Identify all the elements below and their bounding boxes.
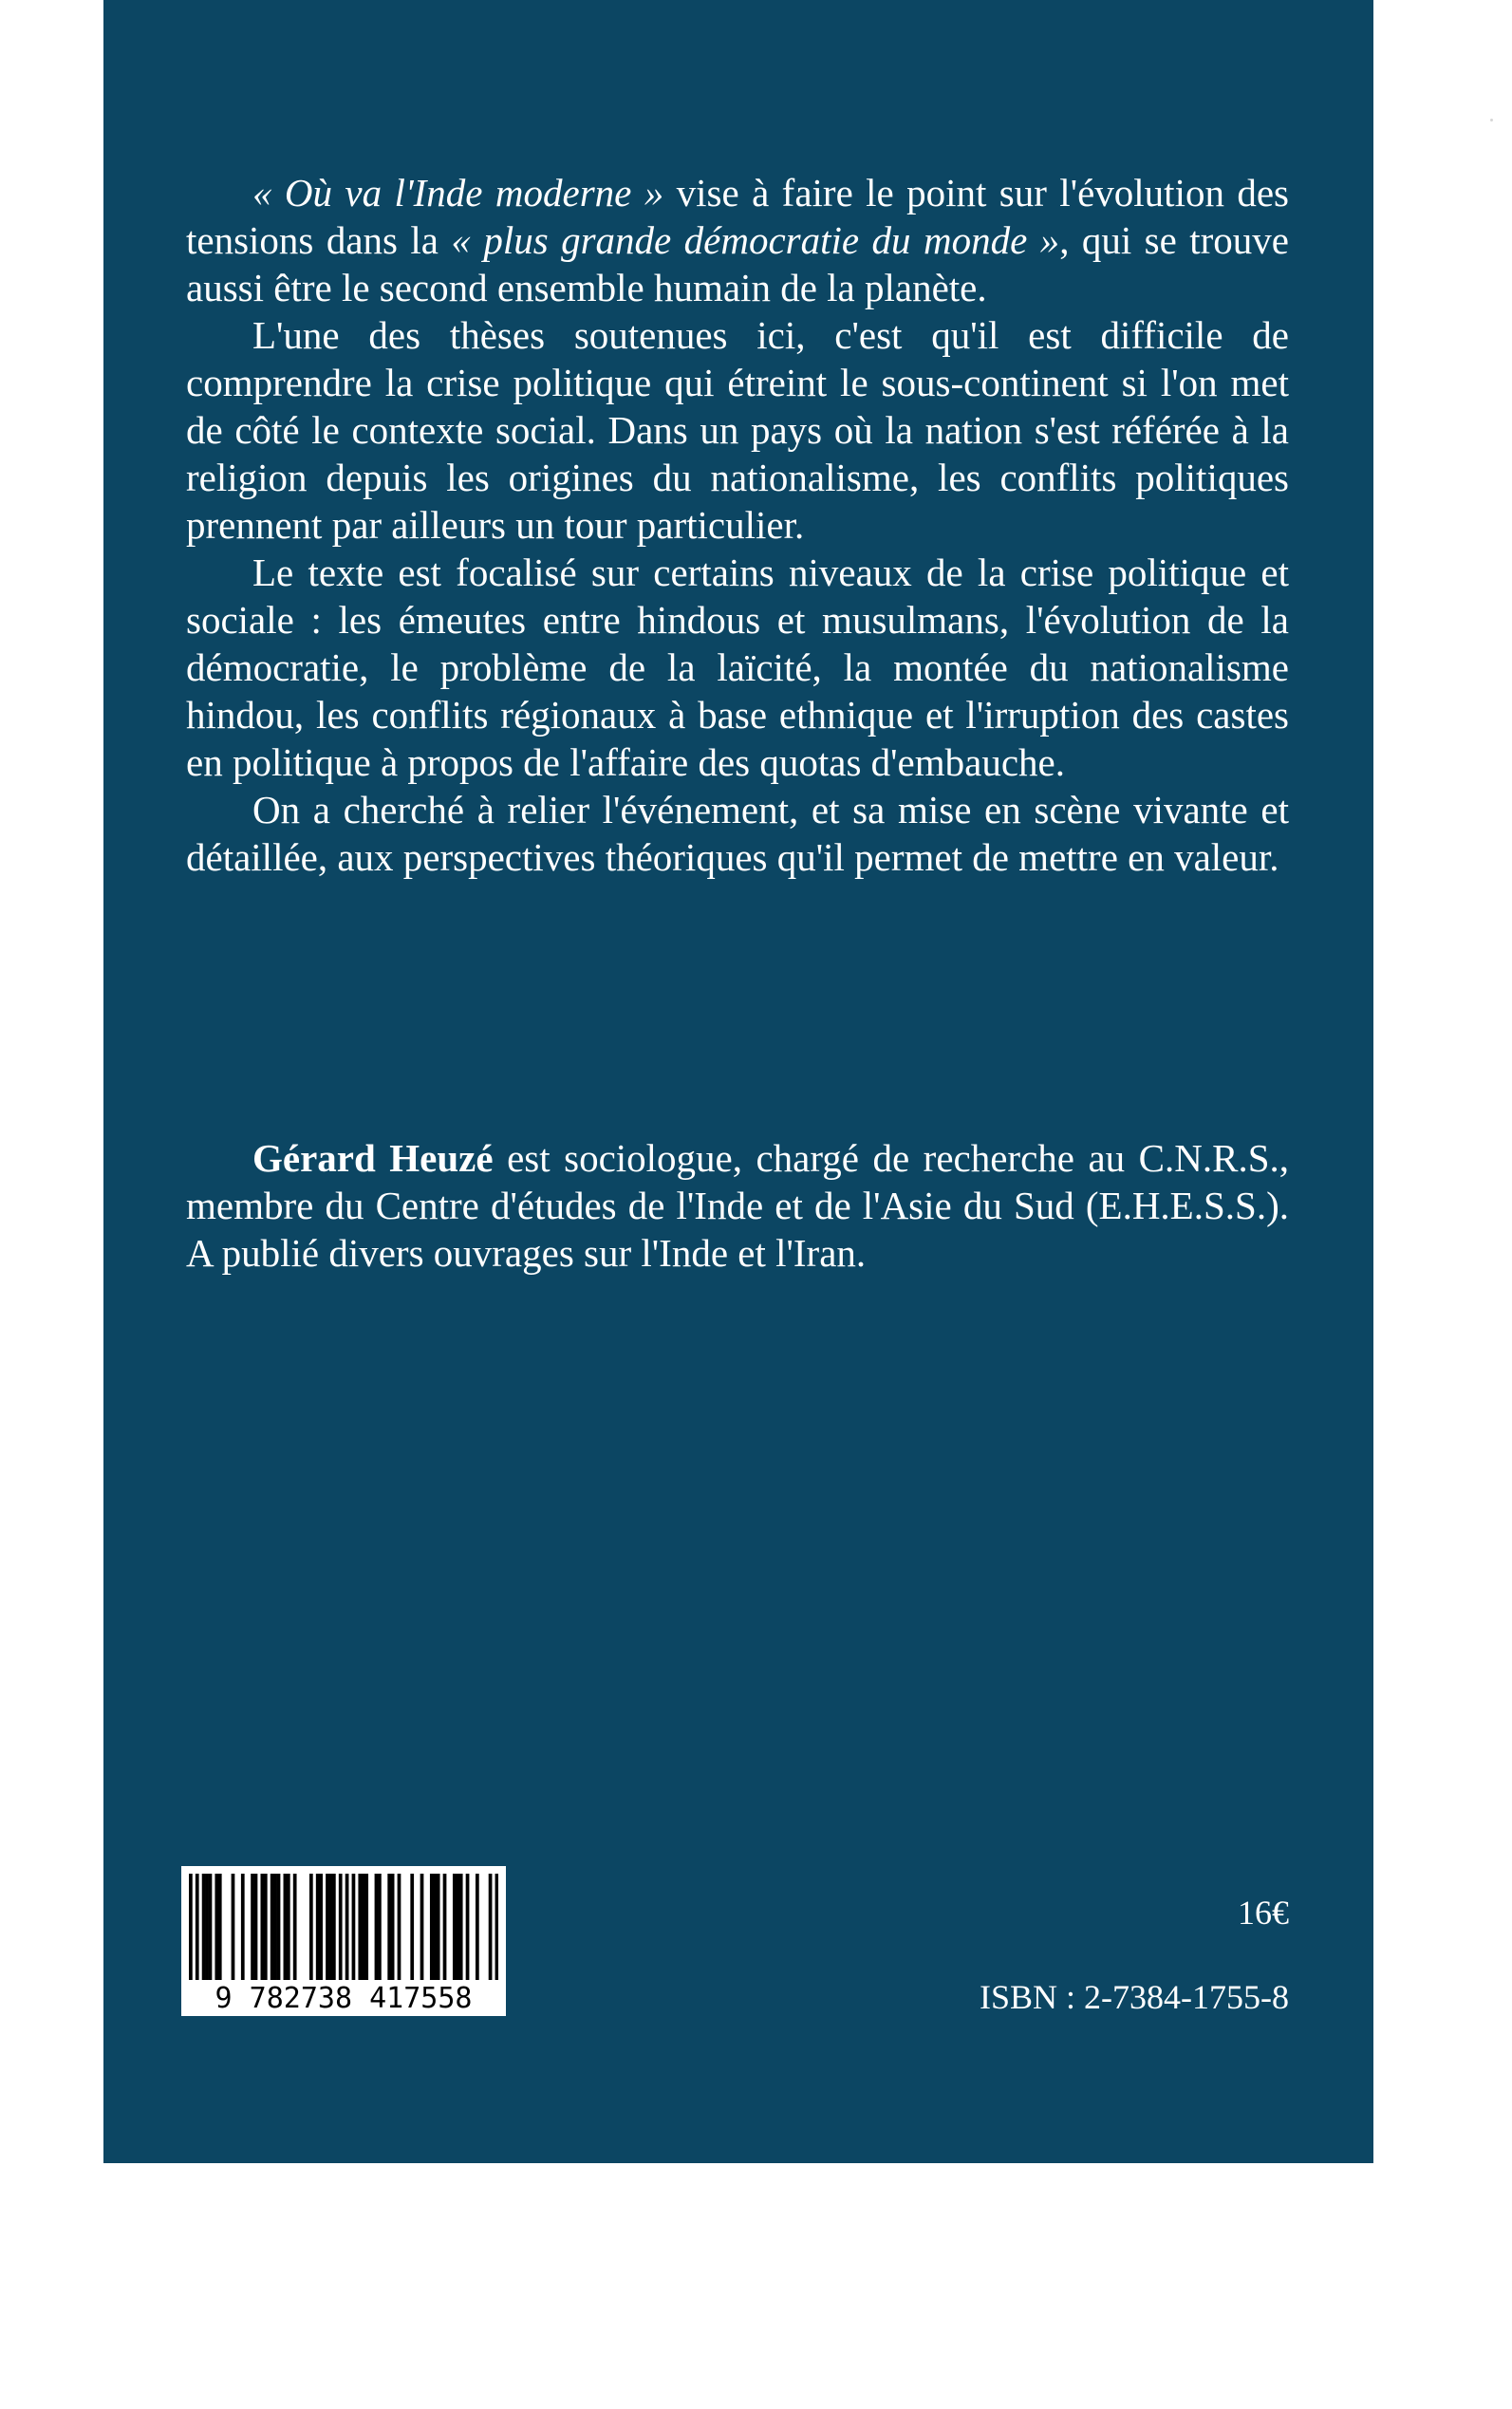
- isbn-barcode: [181, 1866, 506, 2016]
- barcode-bar: [495, 1874, 498, 1980]
- barcode-bar: [264, 1874, 268, 1980]
- barcode-bar: [205, 1874, 209, 1980]
- barcode-bar: [339, 1874, 343, 1980]
- barcode-bar: [218, 1874, 222, 1980]
- book-title-quote: « Où va l'Inde moderne »: [252, 171, 664, 215]
- barcode-bar: [456, 1874, 459, 1980]
- barcode-bar: [273, 1874, 277, 1980]
- barcode-bar: [378, 1874, 382, 1980]
- barcode-bar: [260, 1874, 264, 1980]
- barcode-bar: [271, 1874, 274, 1980]
- barcode-bar: [329, 1874, 333, 1980]
- barcode-bar: [251, 1874, 254, 1980]
- barcode-bar: [254, 1874, 258, 1980]
- barcode-bar: [398, 1874, 401, 1980]
- barcode-bar: [215, 1874, 218, 1980]
- barcode-bar: [453, 1874, 457, 1980]
- barcode-bar: [437, 1874, 440, 1980]
- barcode-bar: [391, 1874, 395, 1980]
- barcode-bar: [316, 1874, 320, 1980]
- barcode-bar: [309, 1874, 313, 1980]
- barcode-bar: [476, 1874, 479, 1980]
- barcode-bar: [287, 1874, 290, 1980]
- back-cover-blurb: [186, 169, 1289, 881]
- back-cover: [103, 0, 1373, 2163]
- barcode-bar: [241, 1874, 245, 1980]
- barcode-bar: [466, 1874, 470, 1980]
- blurb-paragraph-2: L'une des thèses soutenues ici, c'est qu'il est difficile de comprendre la crise politique qui étreint le sous-continent si l'on met de côté le contexte social. Dans un pays où la nation s'est référée à la religion depuis les origines du nationalisme, les conflits politiques prennent par ailleurs un tour particulier.: [186, 313, 1289, 547]
- barcode-bar: [358, 1874, 362, 1980]
- barcode-bar: [443, 1874, 447, 1980]
- barcode-bar: [430, 1874, 434, 1980]
- barcode-digits: 9 782738 417558: [215, 1982, 473, 2015]
- barcode-bar: [364, 1874, 368, 1980]
- author-bio: [186, 1134, 1289, 1277]
- barcode-bar: [459, 1874, 463, 1980]
- barcode-bar: [209, 1874, 213, 1980]
- barcode-bar: [352, 1874, 356, 1980]
- barcode-bar: [284, 1874, 288, 1980]
- blurb-paragraph-4: On a cherché à relier l'événement, et sa mise en scène vivante et détaillée, aux perspectives théoriques qu'il permet de mettre en valeur.: [186, 788, 1289, 879]
- barcode-bar: [202, 1874, 206, 1980]
- barcode-bars: [189, 1874, 498, 1980]
- barcode-bar: [277, 1874, 281, 1980]
- scan-speck: [1490, 119, 1493, 121]
- blurb-paragraph-1: « Où va l'Inde moderne » vise à faire le point sur l'évolution des tensions dans la « plus grande démocratie du monde », qui se trouve aussi être le second ensemble humain de la planète.: [186, 171, 1290, 309]
- barcode-bar: [293, 1874, 297, 1980]
- price: 16€: [1238, 1894, 1289, 1932]
- barcode-bar: [433, 1874, 437, 1980]
- barcode-bar: [420, 1874, 424, 1980]
- barcode-bar: [319, 1874, 323, 1980]
- barcode-bar: [189, 1874, 193, 1980]
- barcode-bar: [489, 1874, 493, 1980]
- barcode-bar: [332, 1874, 336, 1980]
- blurb-paragraph-3: Le texte est focalisé sur certains niveaux de la crise politique et sociale : les émeutes entre hindous et musulmans, l'évolution de la démocratie, le problème de la laïcité, la montée du nationalisme hindou, les conflits régionaux à base ethnique et l'irruption des castes en politique à propos de l'affaire des quotas d'embauche.: [186, 551, 1289, 784]
- author-bio-text: est sociologue, chargé de recherche au C.N.R.S., membre du Centre d'études de l'Inde et de l'Asie du Sud (E.H.E.S.S.). A publié divers ouvrages sur l'Inde et l'Iran.: [186, 1136, 1290, 1275]
- barcode-bar: [196, 1874, 199, 1980]
- barcode-bar: [326, 1874, 329, 1980]
- barcode-bar: [232, 1874, 235, 1980]
- barcode-bar: [387, 1874, 391, 1980]
- barcode-bar: [375, 1874, 379, 1980]
- author-name: Gérard Heuzé: [252, 1136, 494, 1180]
- democracy-quote: « plus grande démocratie du monde »: [451, 218, 1060, 262]
- barcode-bar: [345, 1874, 349, 1980]
- barcode-bar: [362, 1874, 365, 1980]
- isbn-number: ISBN : 2-7384-1755-8: [980, 1978, 1289, 2016]
- barcode-bar: [410, 1874, 414, 1980]
